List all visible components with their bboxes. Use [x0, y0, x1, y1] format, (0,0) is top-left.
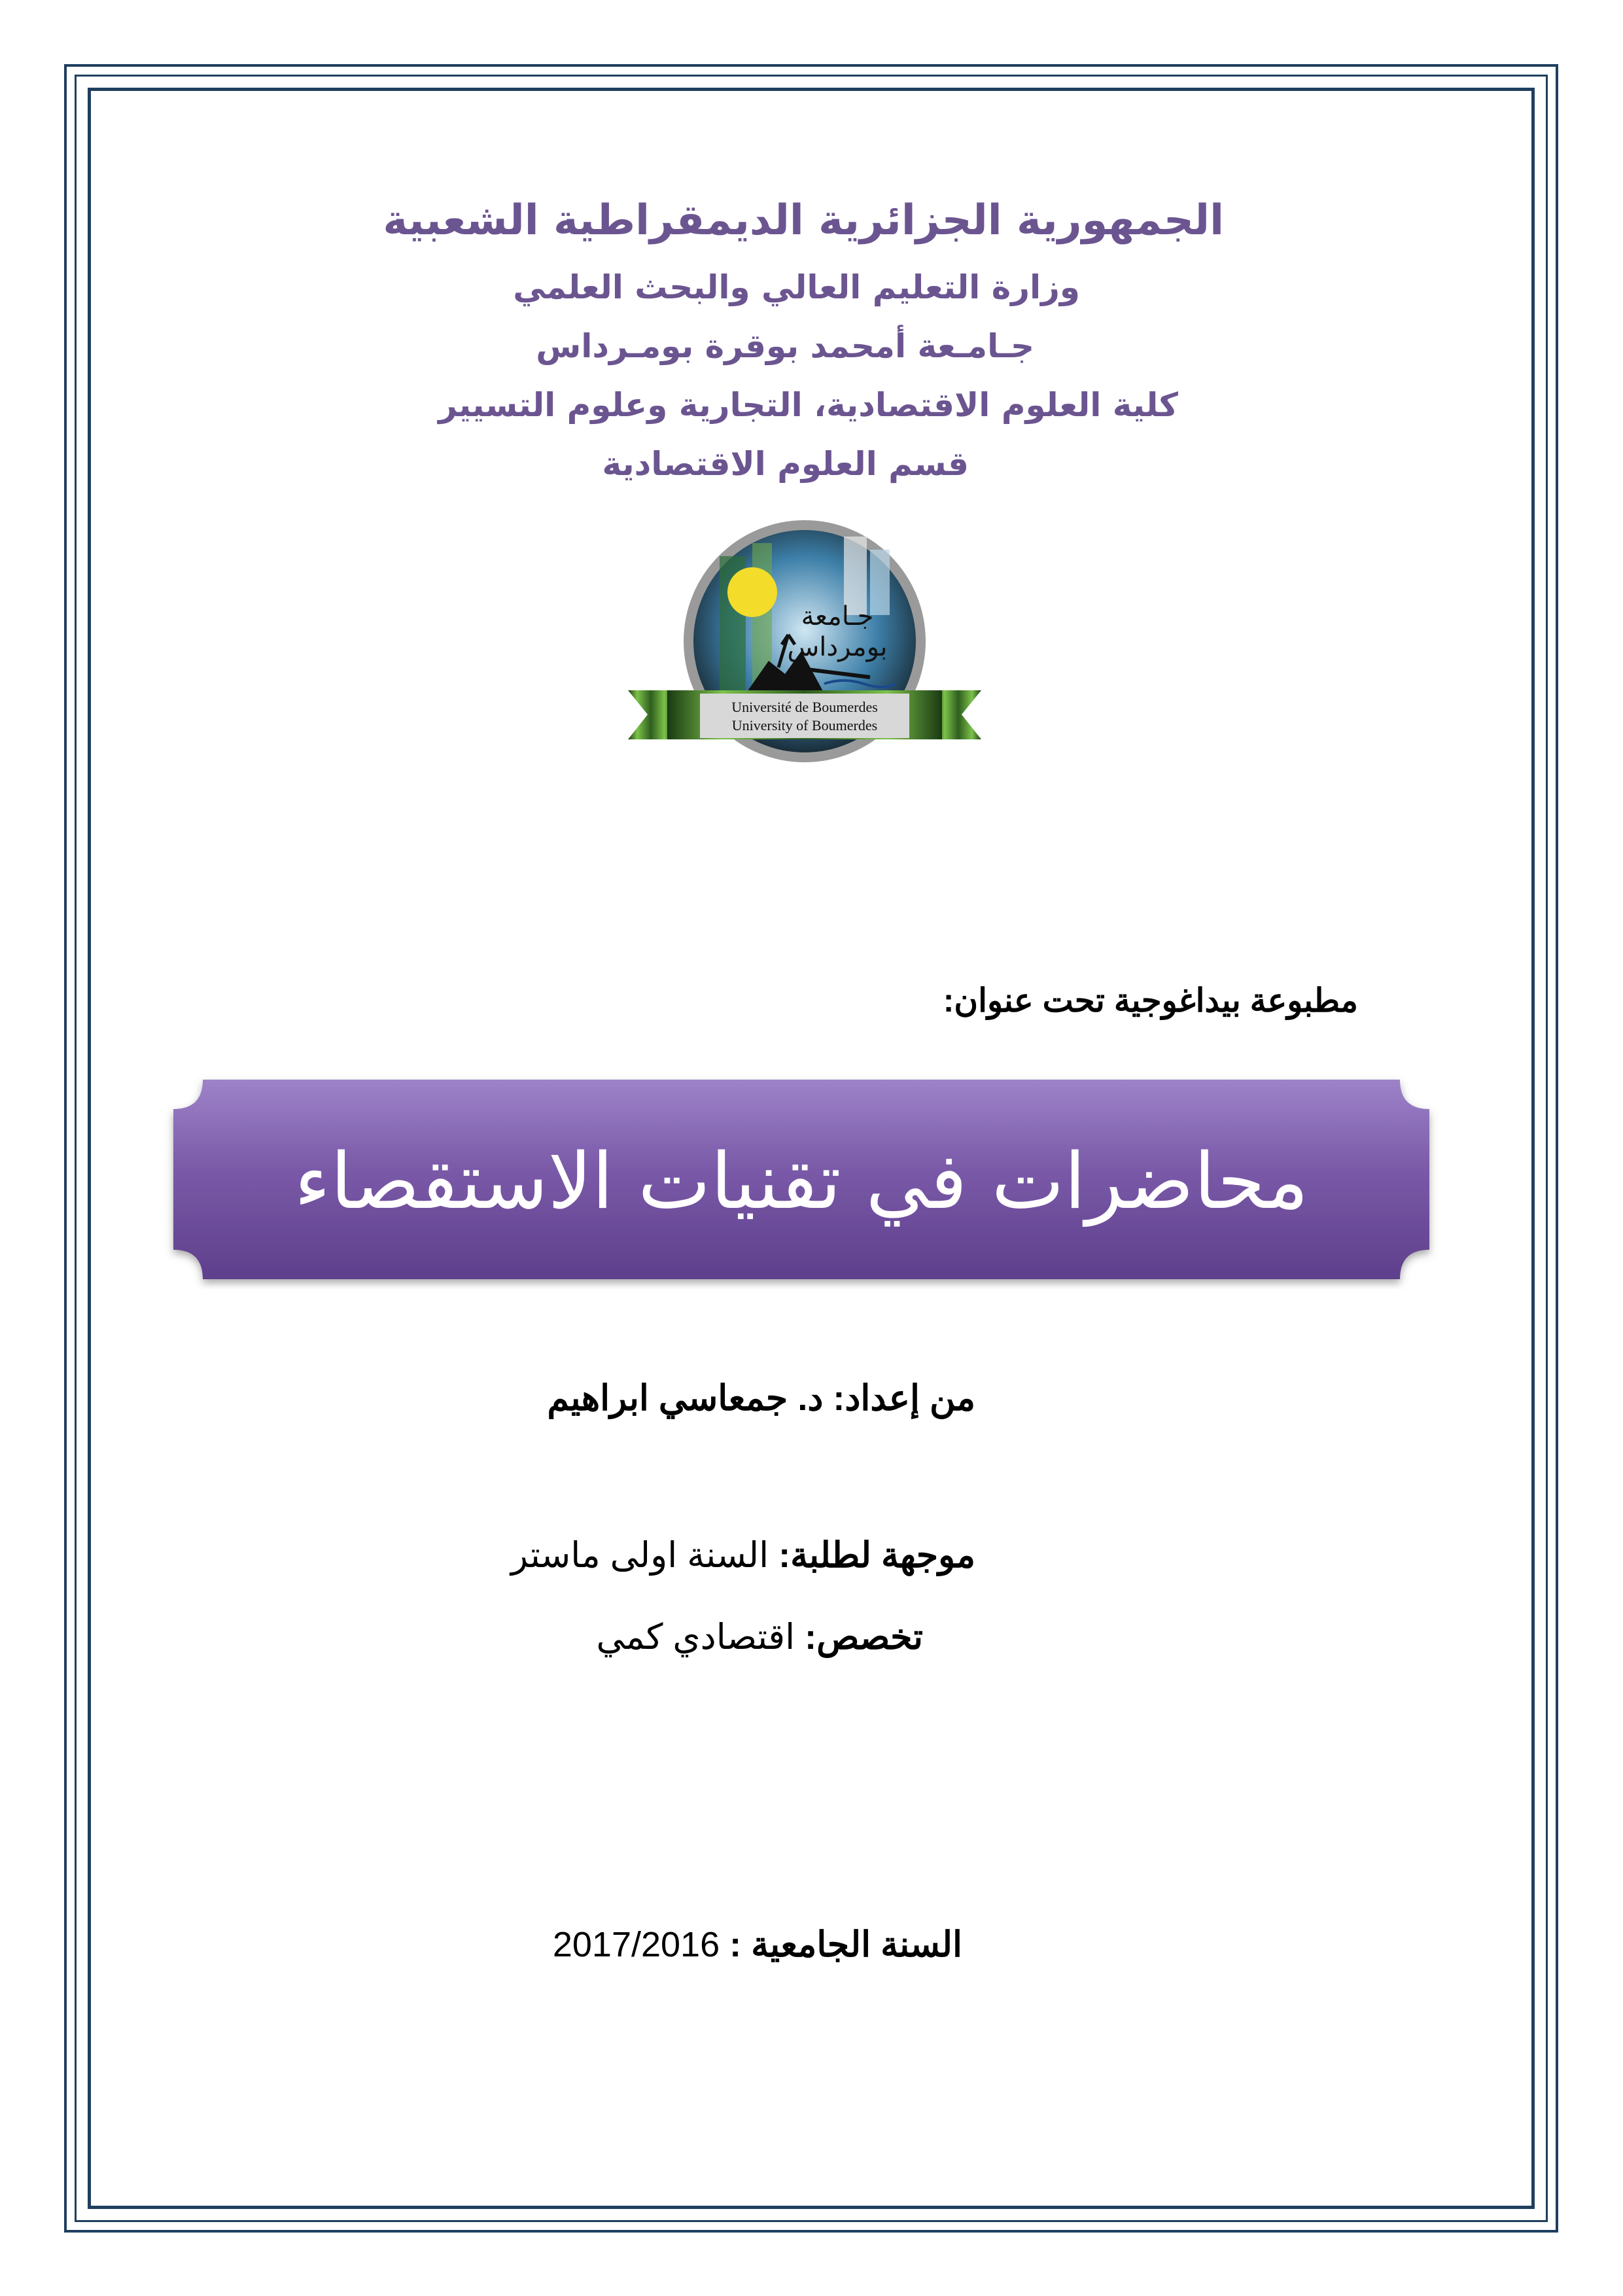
logo-english-name: University of Boumerdes — [731, 717, 878, 733]
intro-line: مطبوعة بيداغوجية تحت عنوان: — [943, 982, 1358, 1019]
logo-arabic-line2: بومرداس — [787, 632, 888, 662]
audience-line — [511, 1534, 975, 1576]
document-title: محاضرات في تقنيات الاستقصاء — [294, 1136, 1309, 1226]
republic-heading: الجمهورية الجزائرية الديمقراطية الشعبية — [383, 196, 1224, 245]
academic-year-label: السنة الجامعية : — [729, 1925, 962, 1964]
audience-value: السنة اولى ماستر — [510, 1536, 769, 1575]
audience-label: موجهة لطلبة: — [778, 1536, 975, 1575]
specialty-value: اقتصادي كمي — [596, 1617, 795, 1657]
specialty-label: تخصص: — [805, 1617, 923, 1657]
logo-arabic-line1: جـامعة — [801, 601, 874, 631]
university-heading: جـامـعة أمحمد بوقرة بومـرداس — [536, 327, 1034, 365]
ministry-heading: وزارة التعليم العالي والبحث العلمي — [513, 268, 1080, 306]
specialty-line — [596, 1616, 923, 1657]
faculty-heading: كلية العلوم الاقتصادية، التجارية وعلوم التسيير — [438, 386, 1178, 424]
academic-year-line — [553, 1924, 962, 1965]
logo-french-name: Université de Boumerdes — [731, 699, 878, 715]
university-logo — [628, 510, 981, 785]
author-name: جمعاسي ابراهيم — [547, 1379, 788, 1418]
academic-year-value: 2017/2016 — [552, 1925, 720, 1964]
author-label: من إعداد: د. — [797, 1379, 975, 1418]
department-heading: قسم العلوم الاقتصادية — [602, 445, 969, 483]
author-line — [547, 1377, 975, 1419]
